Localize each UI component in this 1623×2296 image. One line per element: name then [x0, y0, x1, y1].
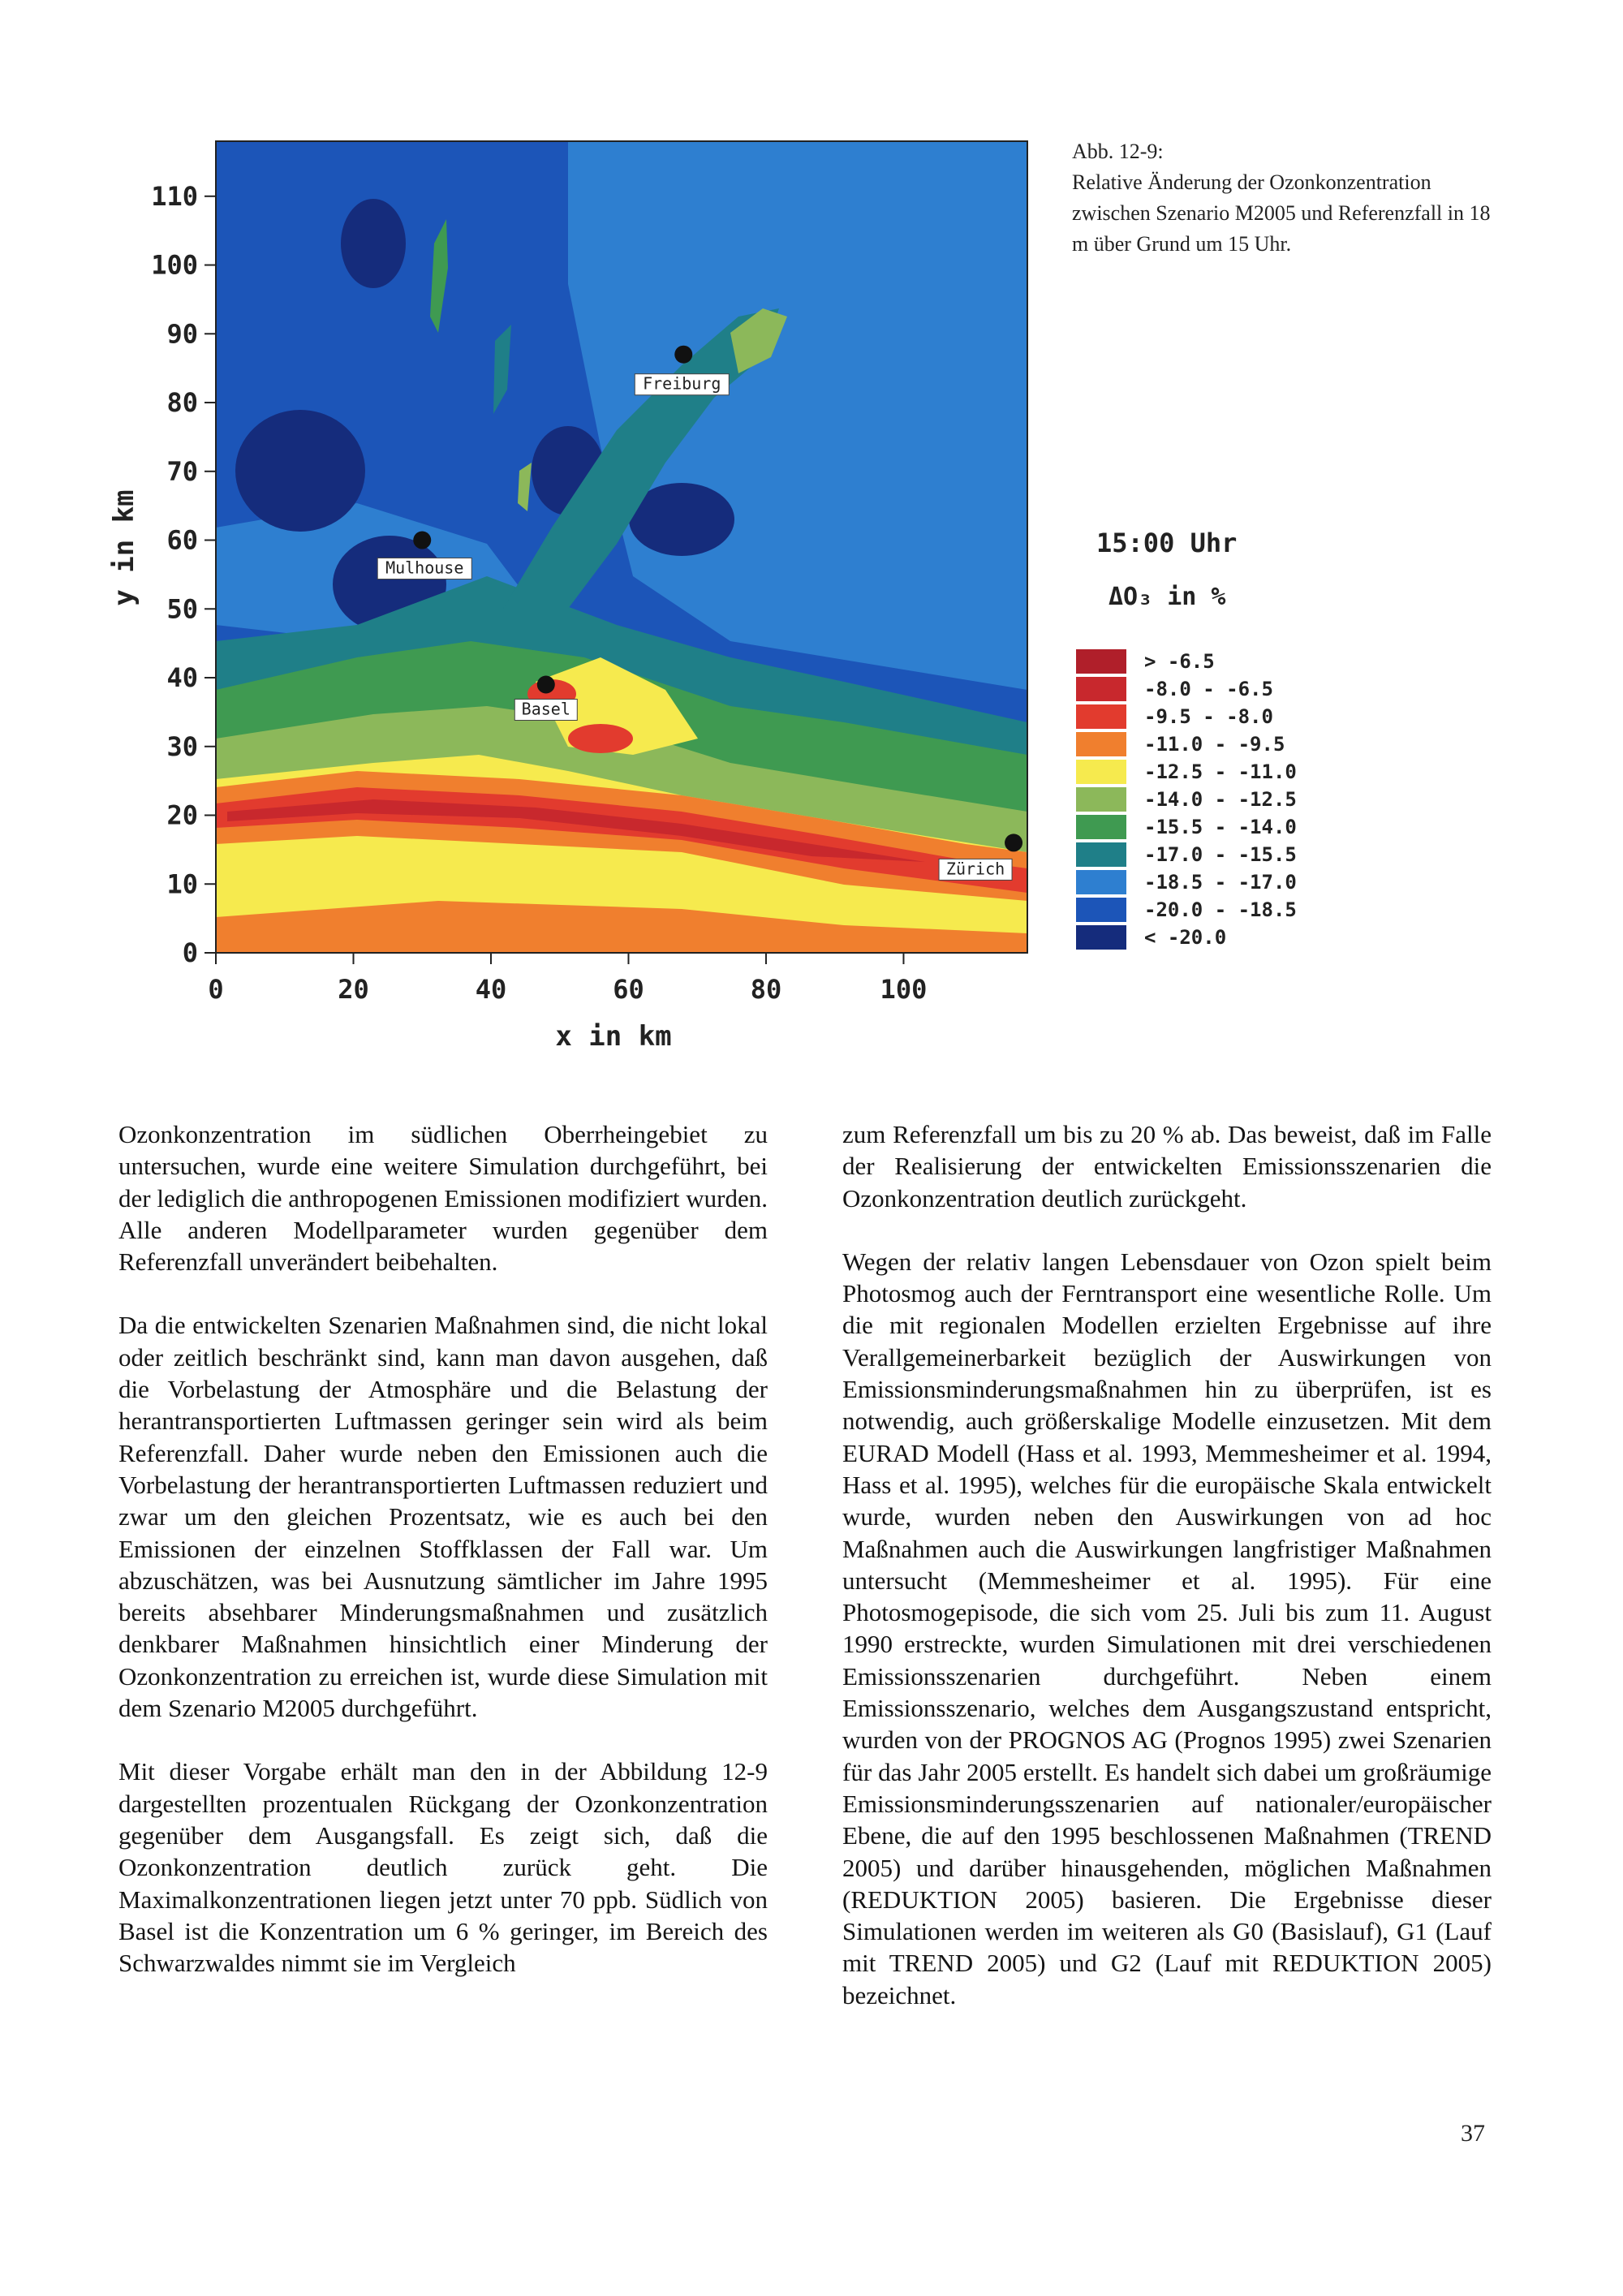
city-marker [413, 532, 431, 549]
y-tick-label: 40 [166, 662, 198, 694]
legend-label: -12.5 - -11.0 [1144, 760, 1297, 783]
caption-body: Relative Änderung der Ozonkonzentration zwischen Szenario M2005 und Referenzfall in 18 m über Grund um 15 Uhr. [1072, 170, 1491, 256]
legend-label: < -20.0 [1144, 926, 1227, 949]
y-tick-label: 60 [166, 524, 198, 556]
legend-swatch [1076, 787, 1126, 812]
legend-label: -15.5 - -14.0 [1144, 816, 1297, 838]
paragraph: Mit dieser Vorgabe erhält man den in der Abbildung 12-9 dargestellten prozentualen Rückgang der Ozonkonzentration gegenüber dem Ausgangsfall. Es zeigt sich, daß die Ozonkonzentration deutlich zurück geht. Die Maximalkonzentrationen liegen jetzt unter 70 ppb. Südlich von Basel ist die Konzentration um 6 % geringer, im Bereich des Schwarzwaldes nimmt sie im Vergleich [118, 1757, 768, 1978]
legend-swatch [1076, 870, 1126, 894]
paragraph: Wegen der relativ langen Lebensdauer von Ozon spielt beim Photosmog auch der Ferntransport eine wesentliche Rolle. Um die mit regionalen Modellen erzielten Ergebnisse auf ihre Verallgemeinerbarkeit bezüglich der Auswirkungen von Emissionsminderungsmaßnahmen hin zu überprüfen, ist es notwendig, auch größerskalige Modelle einzusetzen. Mit dem EURAD Modell (Hass et al. 1993, Memmesheimer et al. 1994, Hass et al. 1995), welches für die europäische Skala entwickelt wurde, wurden neben den Auswirkungen von ad hoc Maßnahmen auch die Auswirkungen langfristiger Maßnahmen untersucht (Memmesheimer et al. 1995). Für eine Photosmogepisode, die sich vom 25. Juli bis zum 11. August 1990 erstreckte, wurden Simulationen mit drei verschiedenen Emissionsszenarien durchgeführt. Neben einem Emissionsszenario, welches dem Ausgangszustand entspricht, wurden von der PROGNOS AG (Prognos 1995) zwei Szenarien für das Jahr 2005 erstellt. Es handelt sich dabei um großräumige Emissionsminderungsszenarien auf nationaler/europäischer Ebene, die auf den 1995 beschlossenen Maßnahmen (TREND 2005) und darüber hinausgehenden, möglichen Maßnahmen (REDUKTION 2005) basieren. Die Ergebnisse dieser Simulationen werden im weiteren als G0 (Basislauf), G1 (Lauf mit TREND 2005) und G2 (Lauf mit REDUKTION 2005) bezeichnet. [842, 1247, 1492, 2010]
legend-swatch [1076, 704, 1126, 729]
legend-swatch [1076, 760, 1126, 784]
legend-swatch [1076, 925, 1126, 950]
y-tick-label: 80 [166, 387, 198, 419]
x-tick-label: 20 [338, 974, 369, 1005]
legend-swatch [1076, 677, 1126, 701]
field-navy-patch [235, 410, 365, 532]
field-navy-patch [341, 199, 406, 288]
y-tick-label: 10 [166, 868, 198, 900]
legend-label: -20.0 - -18.5 [1144, 898, 1297, 921]
legend [1076, 649, 1297, 950]
text-column-left [118, 1118, 768, 2010]
x-tick-label: 0 [208, 974, 224, 1005]
city-marker [1005, 834, 1022, 851]
x-tick-label: 40 [475, 974, 507, 1005]
legend-time: 15:00 Uhr [1096, 528, 1238, 558]
x-axis-label: x in km [555, 1020, 672, 1053]
y-tick-label: 30 [166, 730, 198, 762]
legend-label: -8.0 - -6.5 [1144, 678, 1273, 700]
legend-label: -17.0 - -15.5 [1144, 843, 1297, 866]
y-tick-label: 50 [166, 593, 198, 625]
city-marker [674, 346, 692, 364]
legend-swatch [1076, 815, 1126, 839]
text-column-right [842, 1118, 1492, 2043]
legend-quantity: ΔO₃ in % [1109, 583, 1226, 611]
y-tick-label: 110 [151, 180, 198, 212]
legend-swatch [1076, 842, 1126, 867]
legend-swatch [1076, 898, 1126, 922]
city-label: Zürich [945, 859, 1005, 879]
legend-label: -14.0 - -12.5 [1144, 788, 1297, 811]
y-tick-label: 100 [151, 249, 198, 281]
page-number: 37 [1461, 2120, 1485, 2147]
caption-title: Abb. 12-9: [1072, 140, 1164, 163]
x-tick-label: 60 [613, 974, 644, 1005]
legend-label: -9.5 - -8.0 [1144, 705, 1273, 728]
paragraph: Da die entwickelten Szenarien Maßnahmen sind, die nicht lokal oder zeitlich beschränkt sind, kann man davon ausgehen, daß die Vorbelastung der Atmosphäre und die Belastung der herantransportierten Luftmassen geringer sein wird als beim Referenzfall. Daher wurde neben den Emissionen auch die Vorbelastung der herantransportierten Luftmassen reduziert und zwar um den gleichen Prozentsatz, wie es auch bei den Emissionen der einzelnen Stoffklassen der Fall war. Um abzuschätzen, was bei Ausnutzung sämtlicher im Jahre 1995 bereits absehbarer Minderungsmaßnahmen und zusätzlich denkbarer Maßnahmen hinsichtlich einer Minderung der Ozonkonzentration zu erreichen ist, wurde diese Simulation mit dem Szenario M2005 durchgeführt. [118, 1311, 768, 1723]
y-tick-label: 70 [166, 455, 198, 487]
y-tick-label: 0 [182, 937, 198, 968]
figure-caption [1072, 136, 1494, 260]
city-label: Basel [521, 699, 570, 719]
city-marker [537, 675, 555, 693]
legend-swatch [1076, 732, 1126, 756]
map-fields [216, 141, 1027, 953]
ozone-change-map [108, 122, 1315, 1053]
legend-swatch [1076, 649, 1126, 674]
legend-label: -18.5 - -17.0 [1144, 871, 1297, 894]
y-tick-label: 90 [166, 318, 198, 350]
paragraph: Ozonkonzentration im südlichen Oberrheingebiet zu untersuchen, wurde eine weitere Simulation durchgeführt, bei der lediglich die anthropogenen Emissionen modifiziert wurden. Alle anderen Modellparameter wurden gegenüber dem Referenzfall unverändert beibehalten. [118, 1120, 768, 1277]
city-label: Mulhouse [385, 558, 464, 578]
legend-label: -11.0 - -9.5 [1144, 733, 1285, 756]
y-tick-label: 20 [166, 799, 198, 831]
y-axis-label: y in km [108, 489, 140, 606]
figure [108, 122, 1315, 1053]
x-tick-label: 100 [880, 974, 928, 1005]
legend-label: > -6.5 [1144, 650, 1215, 673]
paragraph: zum Referenzfall um bis zu 20 % ab. Das beweist, daß im Falle der Realisierung der entwickelten Emissionsszenarien die Ozonkonzentration deutlich zurückgeht. [842, 1120, 1492, 1213]
city-label: Freiburg [643, 373, 721, 394]
x-tick-label: 80 [750, 974, 782, 1005]
field-red-basel [568, 724, 633, 753]
